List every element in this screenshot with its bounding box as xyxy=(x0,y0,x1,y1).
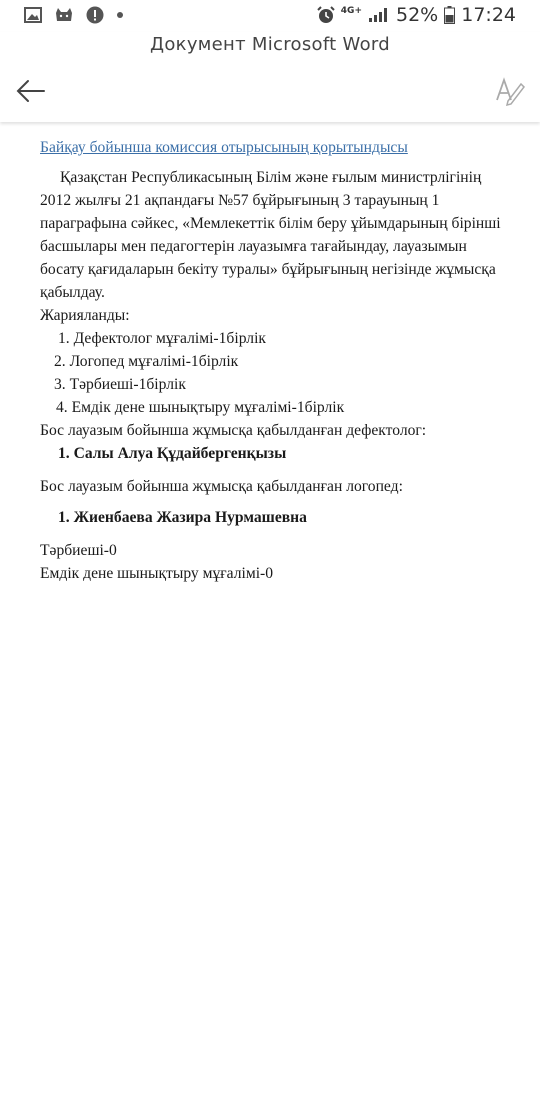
image-icon xyxy=(24,7,42,23)
status-bar xyxy=(0,0,540,32)
announced-label: Жарияланды: xyxy=(40,307,130,324)
defectologist-label: Бос лауазым бойынша жұмысқа қабылданған дефектолог: xyxy=(40,422,427,439)
list-item: 1. Дефектолог мұғалімі-1бірлік xyxy=(58,330,266,347)
list-item: 4. Емдік дене шынықтыру мұғалімі-1бірлік xyxy=(56,399,345,416)
speech-therapist-name: 1. Жиенбаева Жазира Нурмашевна xyxy=(58,509,307,526)
educator-line: Тәрбиеші-0 xyxy=(40,542,117,559)
document-heading[interactable]: Байқау бойынша комиссия отырысының қорытындысы xyxy=(40,139,408,156)
app-title: Документ Microsoft Word xyxy=(149,34,391,55)
defectologist-name: 1. Салы Алуа Құдайбергенқызы xyxy=(58,445,287,462)
arrow-left-icon xyxy=(14,76,48,106)
clock: 17:24 xyxy=(461,4,516,26)
app-bar xyxy=(0,32,540,122)
back-button[interactable] xyxy=(14,76,48,106)
edit-text-icon xyxy=(494,74,526,106)
status-right xyxy=(317,4,516,26)
alert-icon xyxy=(86,6,104,24)
list-item: 3. Тәрбиеші-1бірлік xyxy=(54,376,186,393)
intro-paragraph: Қазақстан Республикасының Білім және ғылым министрлігінің 2012 жылғы 21 ақпандағы №57 бұйрығының 3 тарауының 1 параграфына сәйкес, «Мемлекеттік білім беру ұйымдарының бірінші басшылары мен педагогтерін лауазымға тағайындау, лауазымын босату қағидаларын бекіту туралы» бұйрығының негізінде жұмысқа қабылдау. xyxy=(40,169,501,301)
signal-icon xyxy=(368,7,390,23)
list-item: 2. Логопед мұғалімі-1бірлік xyxy=(54,353,239,370)
cat-icon xyxy=(54,7,74,23)
speech-therapist-label: Бос лауазым бойынша жұмысқа қабылданған логопед: xyxy=(40,478,403,495)
announced-list xyxy=(40,327,510,419)
battery-percent: 52% xyxy=(396,4,439,26)
pe-teacher-line: Емдік дене шынықтыру мұғалімі-0 xyxy=(40,565,274,582)
network-type: 4G+ xyxy=(340,5,362,16)
battery-icon xyxy=(444,6,455,24)
edit-button[interactable] xyxy=(494,74,526,106)
alarm-icon xyxy=(317,6,335,24)
dot-icon xyxy=(116,11,124,19)
status-left xyxy=(24,6,124,24)
document-body xyxy=(40,136,510,585)
